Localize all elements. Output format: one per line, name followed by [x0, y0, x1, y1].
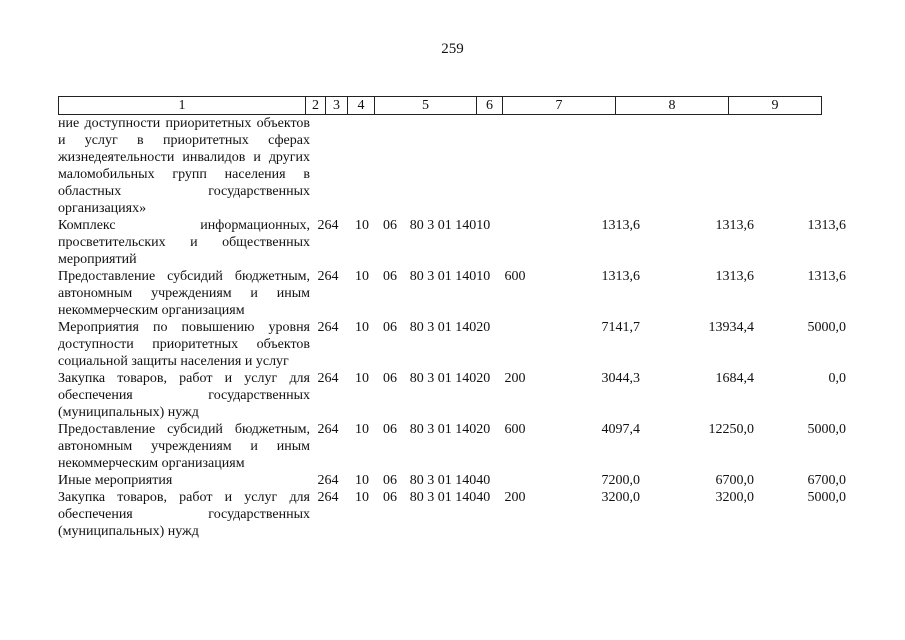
row-name: Предоставление субсидий бюджетным, автономным учреждениям и иным некоммерческим организациям	[58, 269, 310, 318]
row-target-article	[402, 115, 498, 217]
row-amount-year-1	[532, 115, 640, 217]
table-row	[58, 217, 846, 268]
row-amount-year-3	[754, 115, 846, 217]
row-amount-year-1: 1313,6	[601, 269, 640, 284]
row-amount-year-1: 3044,3	[601, 371, 640, 386]
row-amount-year-2: 12250,0	[708, 422, 754, 437]
header-col-1: 1	[59, 97, 306, 115]
row-expense-type: 600	[504, 422, 526, 437]
column-number-header	[58, 96, 822, 115]
row-ministry-code: 264	[317, 218, 339, 233]
header-col-4: 4	[348, 97, 375, 115]
row-ministry-code: 264	[317, 422, 339, 437]
row-section	[346, 115, 378, 217]
row-subsection: 06	[383, 269, 397, 284]
row-amount-year-1: 7141,7	[601, 320, 640, 335]
row-target-article: 80 3 01 14040	[409, 490, 491, 505]
row-ministry-code: 264	[317, 269, 339, 284]
row-target-article: 80 3 01 14010	[409, 218, 491, 233]
row-amount-year-1: 3200,0	[601, 490, 640, 505]
row-section: 10	[355, 490, 369, 505]
row-subsection	[378, 115, 402, 217]
row-subsection: 06	[383, 422, 397, 437]
row-ministry-code: 264	[317, 320, 339, 335]
row-expense-type: 200	[504, 371, 526, 386]
row-name: Комплекс информационных, просветительских и общественных мероприятий	[58, 218, 310, 267]
row-expense-type	[498, 115, 532, 217]
row-amount-year-2: 1313,6	[715, 269, 754, 284]
row-section: 10	[355, 269, 369, 284]
header-col-7: 7	[503, 97, 616, 115]
row-amount-year-3: 5000,0	[807, 422, 846, 437]
row-expense-type	[498, 319, 532, 370]
row-amount-year-2: 1313,6	[715, 218, 754, 233]
row-amount-year-3: 0,0	[828, 371, 846, 386]
row-amount-year-3: 5000,0	[807, 320, 846, 335]
row-name: Мероприятия по повышению уровня доступности приоритетных объектов социальной защиты населения и услуг	[58, 320, 310, 369]
row-amount-year-2: 13934,4	[708, 320, 754, 335]
row-amount-year-3: 1313,6	[807, 269, 846, 284]
row-ministry-code	[310, 115, 346, 217]
row-section: 10	[355, 422, 369, 437]
row-ministry-code: 264	[317, 490, 339, 505]
table-row	[58, 421, 846, 472]
row-target-article: 80 3 01 14040	[409, 473, 491, 488]
row-section: 10	[355, 320, 369, 335]
row-amount-year-1: 7200,0	[601, 473, 640, 488]
header-col-2: 2	[306, 97, 326, 115]
row-subsection: 06	[383, 473, 397, 488]
header-col-6: 6	[477, 97, 503, 115]
row-subsection: 06	[383, 371, 397, 386]
table-row	[58, 319, 846, 370]
table-row	[58, 370, 846, 421]
row-name: Предоставление субсидий бюджетным, автономным учреждениям и иным некоммерческим организациям	[58, 422, 310, 471]
table-row	[58, 115, 846, 217]
row-amount-year-3: 5000,0	[807, 490, 846, 505]
row-amount-year-2: 3200,0	[715, 490, 754, 505]
budget-table	[58, 115, 846, 540]
row-amount-year-2	[640, 115, 754, 217]
header-col-3: 3	[326, 97, 348, 115]
row-amount-year-2: 6700,0	[715, 473, 754, 488]
row-ministry-code: 264	[317, 371, 339, 386]
row-section: 10	[355, 473, 369, 488]
row-section: 10	[355, 371, 369, 386]
row-ministry-code: 264	[317, 473, 339, 488]
row-amount-year-3: 6700,0	[807, 473, 846, 488]
table-row	[58, 472, 846, 489]
row-target-article: 80 3 01 14020	[409, 422, 491, 437]
row-section: 10	[355, 218, 369, 233]
header-col-8: 8	[616, 97, 729, 115]
row-name: ние доступности приоритетных объектов и услуг в приоритетных сферах жизнедеятельности инвалидов и других маломобильных групп населения в областных государственных организациях»	[58, 116, 310, 216]
row-name: Закупка товаров, работ и услуг для обеспечения государственных (муниципальных) нужд	[58, 490, 310, 539]
row-expense-type	[498, 472, 532, 489]
row-amount-year-2: 1684,4	[715, 371, 754, 386]
row-name: Закупка товаров, работ и услуг для обеспечения государственных (муниципальных) нужд	[58, 371, 310, 420]
header-col-5: 5	[375, 97, 477, 115]
row-target-article: 80 3 01 14010	[409, 269, 491, 284]
table-row	[58, 268, 846, 319]
row-subsection: 06	[383, 218, 397, 233]
row-subsection: 06	[383, 490, 397, 505]
row-amount-year-1: 1313,6	[601, 218, 640, 233]
row-expense-type: 200	[504, 490, 526, 505]
row-subsection: 06	[383, 320, 397, 335]
table-row	[58, 489, 846, 540]
row-amount-year-1: 4097,4	[601, 422, 640, 437]
row-name: Иные мероприятия	[58, 473, 173, 488]
row-expense-type	[498, 217, 532, 268]
row-target-article: 80 3 01 14020	[409, 371, 491, 386]
page-number: 259	[441, 41, 464, 57]
row-expense-type: 600	[504, 269, 526, 284]
row-amount-year-3: 1313,6	[807, 218, 846, 233]
header-col-9: 9	[729, 97, 822, 115]
row-target-article: 80 3 01 14020	[409, 320, 491, 335]
